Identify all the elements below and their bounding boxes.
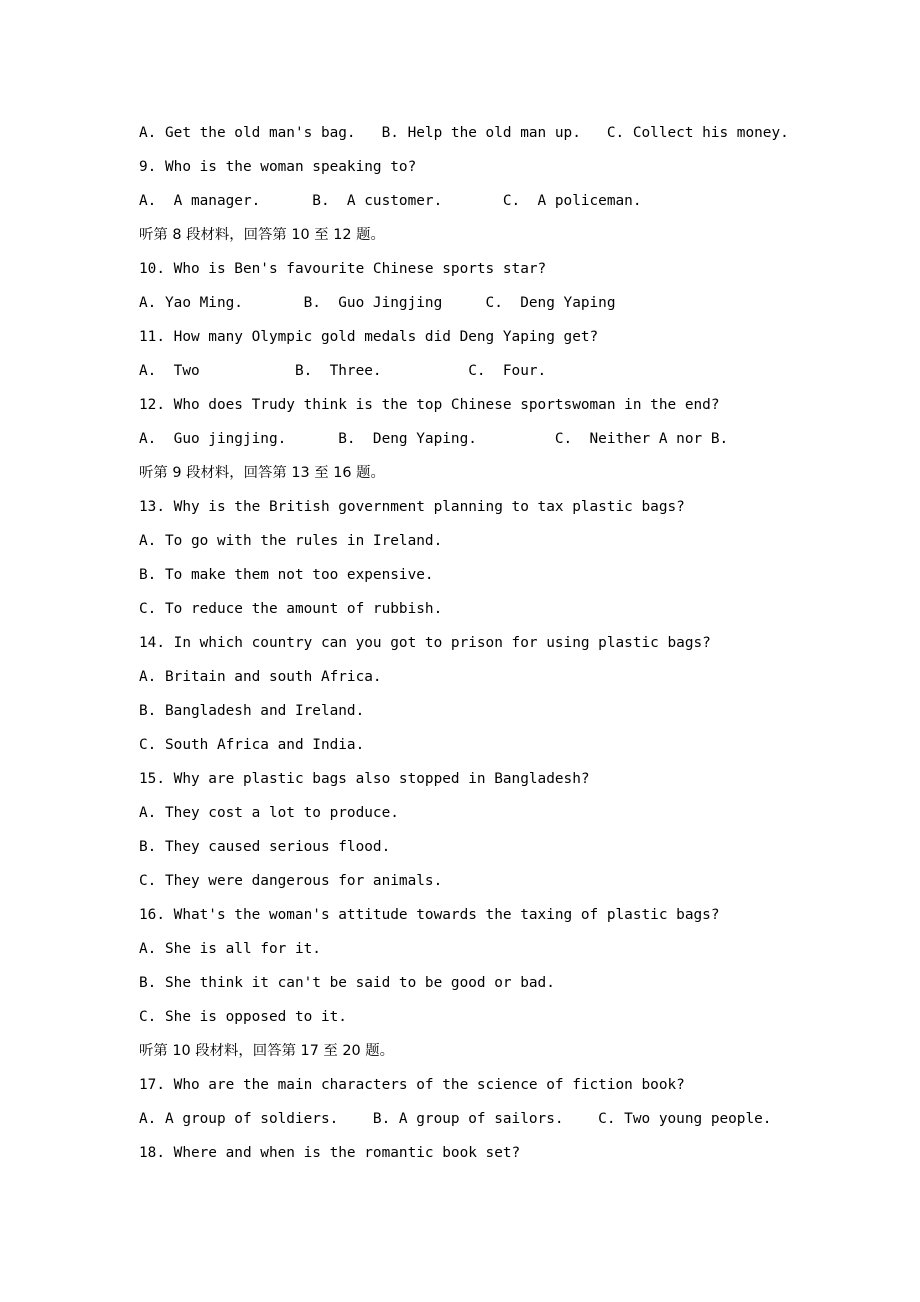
option-16b: B. She think it can't be said to be good or bad. (139, 975, 555, 991)
question-18: 18. Where and when is the romantic book set? (139, 1145, 521, 1161)
option-13a: A. To go with the rules in Ireland. (139, 533, 443, 549)
answer-options-q10: A. Yao Ming. B. Guo Jingjing C. Deng Yaping (139, 295, 616, 311)
option-16c: C. She is opposed to it. (139, 1009, 347, 1025)
question-10: 10. Who is Ben's favourite Chinese sports star? (139, 261, 547, 277)
option-15c: C. They were dangerous for animals. (139, 873, 443, 889)
answer-options-q9: A. A manager. B. A customer. C. A policeman. (139, 193, 642, 209)
option-13b: B. To make them not too expensive. (139, 567, 434, 583)
option-14c: C. South Africa and India. (139, 737, 365, 753)
question-14: 14. In which country can you got to prison for using plastic bags? (139, 635, 711, 651)
question-17: 17. Who are the main characters of the science of fiction book? (139, 1077, 685, 1093)
option-15b: B. They caused serious flood. (139, 839, 391, 855)
question-11: 11. How many Olympic gold medals did Deng Yaping get? (139, 329, 599, 345)
question-12: 12. Who does Trudy think is the top Chinese sportswoman in the end? (139, 397, 720, 413)
option-16a: A. She is all for it. (139, 941, 321, 957)
option-14b: B. Bangladesh and Ireland. (139, 703, 365, 719)
option-14a: A. Britain and south Africa. (139, 669, 382, 685)
answer-options-q11: A. Two B. Three. C. Four. (139, 363, 547, 379)
section-heading-8: 听第 8 段材料，回答第 10 至 12 题。 (139, 227, 385, 243)
question-13: 13. Why is the British government planning to tax plastic bags? (139, 499, 685, 515)
question-9: 9. Who is the woman speaking to? (139, 159, 417, 175)
option-15a: A. They cost a lot to produce. (139, 805, 399, 821)
section-heading-9: 听第 9 段材料，回答第 13 至 16 题。 (139, 465, 385, 481)
question-16: 16. What's the woman's attitude towards the taxing of plastic bags? (139, 907, 720, 923)
answer-options-q12: A. Guo jingjing. B. Deng Yaping. C. Neither A nor B. (139, 431, 729, 447)
section-heading-10: 听第 10 段材料，回答第 17 至 20 题。 (139, 1043, 395, 1059)
answer-options-q17: A. A group of soldiers. B. A group of sailors. C. Two young people. (139, 1111, 772, 1127)
option-13c: C. To reduce the amount of rubbish. (139, 601, 443, 617)
answer-options-q8: A. Get the old man's bag. B. Help the old man up. C. Collect his money. (139, 125, 789, 141)
question-15: 15. Why are plastic bags also stopped in Bangladesh? (139, 771, 590, 787)
